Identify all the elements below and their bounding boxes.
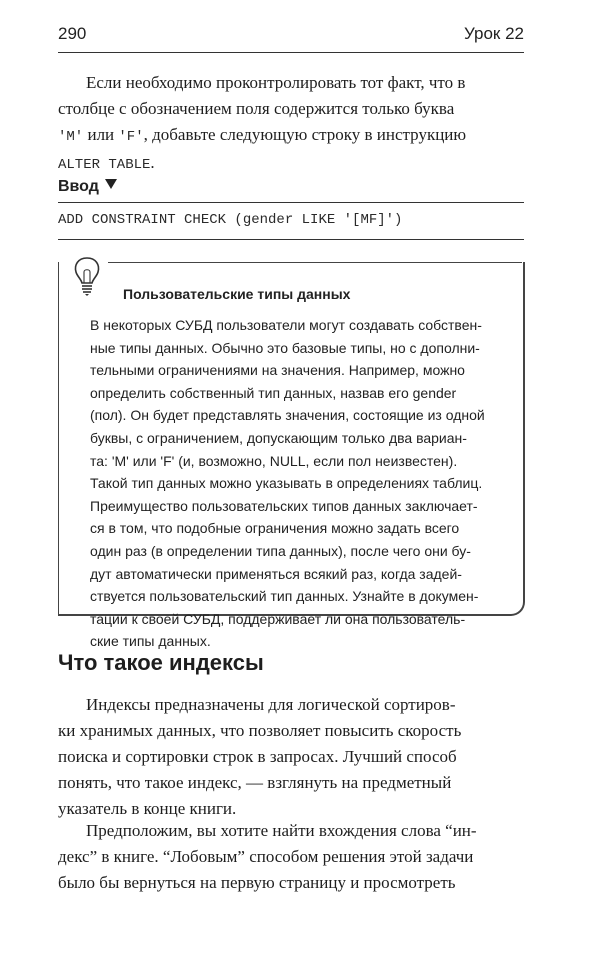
code-listing: ADD CONSTRAINT CHECK (gender LIKE '[MF]') bbox=[58, 212, 403, 228]
note-line: один раз (в определении типа данных), после чего они бу- bbox=[90, 542, 471, 559]
note-line: Такой тип данных можно указывать в определениях таблиц. bbox=[90, 475, 483, 492]
header-rule bbox=[58, 52, 524, 53]
paragraph-line: Индексы предназначены для логической сортиров- bbox=[86, 695, 456, 714]
code-rule-top bbox=[58, 202, 524, 203]
note-box-top-rule bbox=[108, 262, 522, 263]
paragraph-line: поиска и сортировки строк в запросах. Лучший способ bbox=[58, 747, 457, 766]
note-line: В некоторых СУБД пользователи могут создавать собствен- bbox=[90, 317, 482, 333]
section-paragraph-2 bbox=[58, 818, 524, 896]
page-number: 290 bbox=[58, 24, 87, 43]
note-line: тации к своей СУБД, поддерживает ли она пользователь- bbox=[90, 610, 466, 627]
note-line: Преимущество пользовательских типов данных заключает- bbox=[90, 497, 478, 514]
intro-paragraph bbox=[58, 70, 524, 178]
input-label-text: Ввод bbox=[58, 178, 99, 195]
paragraph-line: Предположим, вы хотите найти вхождения слова “ин- bbox=[86, 821, 477, 840]
paragraph-line: указатель в конце книги. bbox=[58, 799, 237, 818]
paragraph-line: понять, что такое индекс, — взглянуть на предметный bbox=[58, 773, 452, 792]
note-line: ные типы данных. Обычно это базовые типы, но с дополни- bbox=[90, 339, 480, 356]
paragraph-line: столбце с обозначением поля содержится только буква bbox=[58, 99, 455, 118]
paragraph-line: ки хранимых данных, что позволяет повысить скорость bbox=[58, 721, 462, 740]
note-title: Пользовательские типы данных bbox=[123, 286, 351, 302]
note-line: ствуется пользовательский тип данных. Узнайте в докумен- bbox=[90, 588, 479, 605]
paragraph-line: ALTER TABLE. bbox=[58, 153, 155, 173]
chapter-title: Урок 22 bbox=[463, 24, 524, 43]
note-line: буквы, с ограничением, допускающим только два вариан- bbox=[90, 429, 467, 446]
note-line: та: 'M' или 'F' (и, возможно, NULL, если пол неизвестен). bbox=[90, 452, 458, 469]
note-line: (пол). Он будет представлять значения, состоящие из одной bbox=[90, 407, 485, 424]
input-label bbox=[58, 178, 117, 196]
note-line: ские типы данных. bbox=[90, 633, 211, 650]
note-body bbox=[90, 314, 508, 653]
paragraph-line: декс” в книге. “Лобовым” способом решения этой задачи bbox=[58, 847, 474, 866]
paragraph-line: Если необходимо проконтролировать тот факт, что в bbox=[86, 73, 466, 92]
inline-code: ALTER TABLE bbox=[58, 157, 151, 173]
inline-code: 'M' bbox=[58, 129, 84, 145]
running-header bbox=[58, 24, 524, 52]
paragraph-line: 'M' или 'F', добавьте следующую строку в инструкцию bbox=[58, 125, 467, 145]
note-line: тельными ограничениями на значения. Например, можно bbox=[90, 362, 465, 379]
triangle-down-icon bbox=[105, 179, 117, 189]
note-line: дут автоматически применяться всякий раз, когда задей- bbox=[90, 565, 462, 582]
section-paragraph-1 bbox=[58, 692, 524, 822]
paragraph-line: было бы вернуться на первую страницу и просмотреть bbox=[58, 873, 456, 892]
code-rule-bottom bbox=[58, 239, 524, 240]
lightbulb-icon bbox=[70, 254, 104, 298]
note-line: определить собственный тип данных, назвав его gender bbox=[90, 384, 457, 401]
note-line: ся в том, что подобные ограничения можно задать всего bbox=[90, 520, 460, 537]
inline-code: 'F' bbox=[118, 129, 144, 145]
section-heading: Что такое индексы bbox=[58, 650, 264, 675]
